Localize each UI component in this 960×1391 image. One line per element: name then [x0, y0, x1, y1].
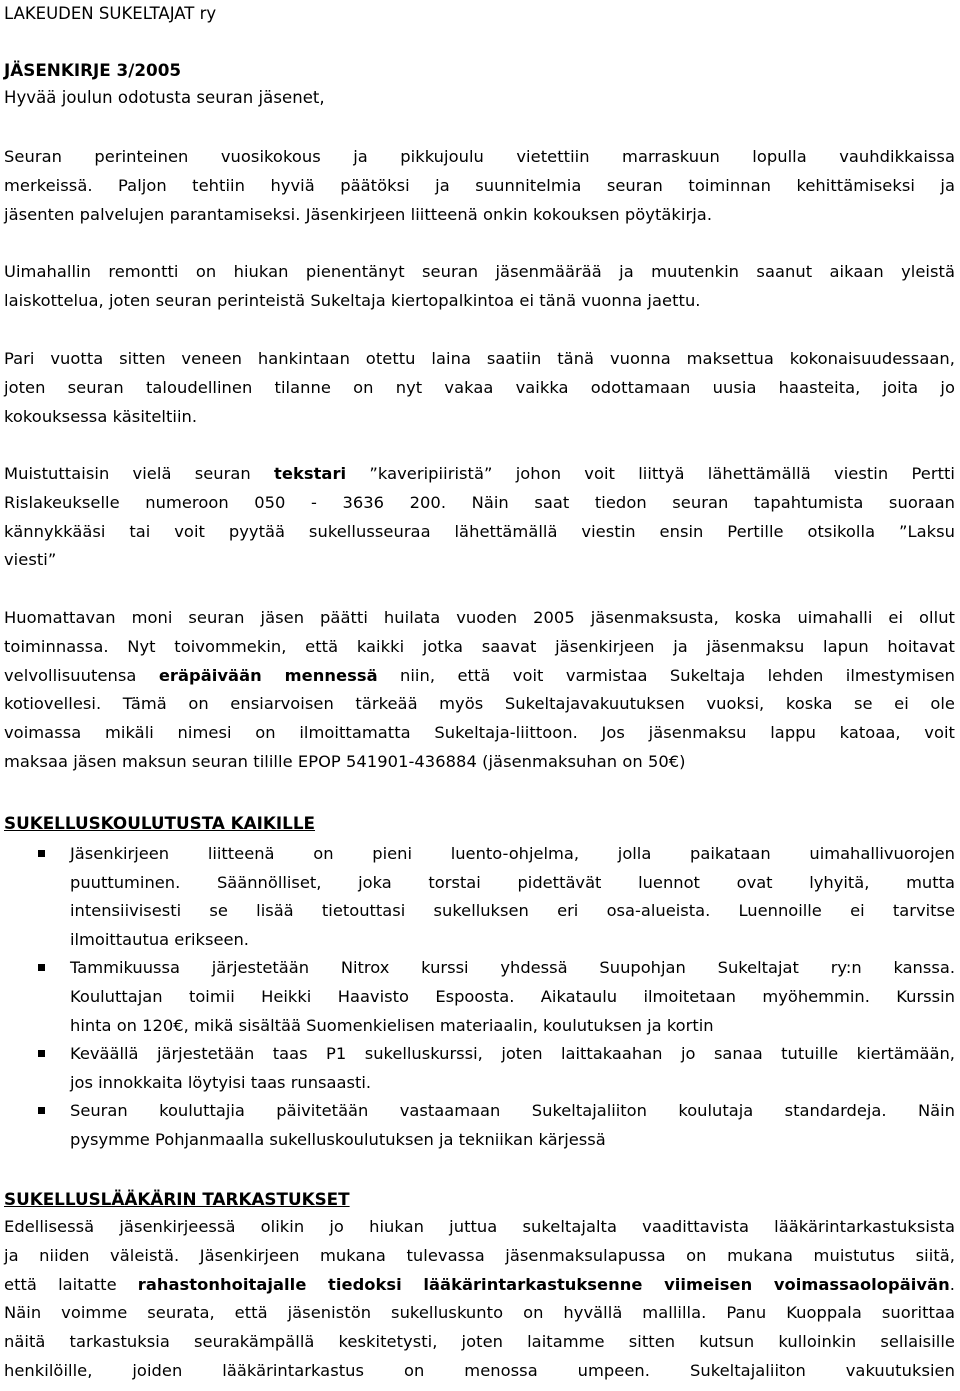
paragraph-finances: Pari vuotta sitten veneen hankintaan otettu laina saatiin tänä vuonna maksettua kokonaisuudessaan, joten seuran taloudellinen tilanne on nyt vakaa vaikka odottamaan uusia haasteita, joita jo kokouksessa käsiteltiin.: [4, 349, 955, 426]
bullet-square-icon: [38, 964, 45, 971]
list-item: Keväällä järjestetään taas P1 sukelluskurssi, joten laittakaahan jo sanaa tutuille kiertämään, jos innokkaita löytyisi taas runsaasti.: [4, 1040, 955, 1097]
training-bullet-list: [4, 840, 955, 1155]
list-item: Tammikuussa järjestetään Nitrox kurssi yhdessä Suupohjan Sukeltajat ry:n kanssa. Kouluttajan toimii Heikki Haavisto Espoosta. Aikataulu ilmoitetaan myöhemmin. Kurssin hinta on 120€, mikä sisältää Suomenkielisen materiaalin, koulutuksen ja kortin: [4, 954, 955, 1040]
list-item: Jäsenkirjeen liitteenä on pieni luento-ohjelma, jolla paikataan uimahallivuorojen puuttuminen. Säännölliset, joka torstai pidettävät luennot ovat lyhyitä, mutta intensiivisesti se lisää tietouttasi sukelluksen eri osa-alueista. Luennoille ei tarvitse ilmoittautua erikseen.: [4, 840, 955, 954]
section-heading-medical: SUKELLUSLÄÄKÄRIN TARKASTUKSET: [4, 1189, 350, 1209]
bullet-square-icon: [38, 1050, 45, 1057]
section-heading-training: SUKELLUSKOULUTUSTA KAIKILLE: [4, 813, 316, 833]
paragraph-annual-meeting: Seuran perinteinen vuosikokous ja pikkujoulu vietettiin marraskuun lopulla vauhdikkaissa merkeissä. Paljon tehtiin hyviä päätöksi ja suunnitelmia seuran toiminnan kehittämiseksi ja jäsenten palvelujen parantamiseksi. Jäsenkirjeen liitteenä onkin kokouksen pöytäkirja.: [4, 147, 955, 224]
paragraph-membership-fee: Huomattavan moni seuran jäsen päätti huilata vuoden 2005 jäsenmaksusta, koska uimahalli ei ollut toiminnassa. Nyt toivommekin, että kaikki jotka saavat jäsenkirjeen ja jäsenmaksu lapun hoitavat velvollisuutensa eräpäivään mennessä niin, että voit varmistaa Sukeltaja lehden ilmestymisen kotiovellesi. Tämä on ensiarvoisen tärkeää myös Sukeltajavakuutuksen vuoksi, koska se ei ole voimassa mikäli nimesi on ilmoittamatta Sukeltaja-liittoon. Jos jäsenmaksu lappu katoaa, voit maksaa jäsen maksun seuran tilille EPOP 541901-436884 (jäsenmaksuhan on 50€): [4, 608, 955, 771]
emphasis-due-date: eräpäivään mennessä: [158, 665, 378, 685]
organization-name: LAKEUDEN SUKELTAJAT ry: [4, 4, 217, 23]
paragraph-pool-renovation: Uimahallin remontti on hiukan pienentänyt seuran jäsenmäärää ja muutenkin saanut aikaan yleistä laiskottelua, joten seuran perinteistä Sukeltaja kiertopalkintoa ei tänä vuonna jaettu.: [4, 262, 955, 310]
paragraph-sms-group: Muistuttaisin vielä seuran tekstari ”kaveripiiristä” johon voit liittyä lähettämällä viestin Pertti Rislakeukselle numeroon 050 - 3636 200. Näin saat tiedon seuran tapahtumista suoraan kännykkääsi tai voit pyytää sukellusseuraa lähettämällä viestin ensin Pertille otsikolla ”Laksu viesti”: [4, 464, 956, 570]
emphasis-tekstari: tekstari: [274, 464, 347, 483]
paragraph-medical-checks: Edellisessä jäsenkirjeessä olikin jo hiukan juttua sukeltajalta vaadittavista lääkärintarkastuksista ja niiden väleistä. Jäsenkirjeen mukana tulevassa jäsenmaksulapussa on mukana muistutus siitä, että laitatte rahastonhoitajalle tiedoksi lääkärintarkastuksenne viimeisen voimassaolopäivän. Näin voimme seurata, että jäsenistön sukelluskunto on hyvällä mallilla. Panu Kuoppala suorittaa näitä tarkastuksia seurakämpällä keskitetysti, joten laitamme sitten kutsun kulloinkin sellaisille henkilöille, joiden lääkärintarkastus on menossa umpeen. Sukeltajaliiton vakuutuksien: [4, 1217, 955, 1380]
bullet-square-icon: [38, 850, 45, 857]
letter-title: JÄSENKIRJE 3/2005: [4, 60, 182, 80]
greeting: Hyvää joulun odotusta seuran jäsenet,: [4, 88, 325, 107]
list-item: Seuran kouluttajia päivitetään vastaamaan Sukeltajaliiton koulutaja standardeja. Näin pysymme Pohjanmaalla sukelluskoulutuksen ja tekniikan kärjessä: [4, 1097, 955, 1154]
emphasis-treasurer-note: rahastonhoitajalle tiedoksi lääkärintarkastuksenne viimeisen voimassaolopäivän: [137, 1274, 950, 1294]
bullet-square-icon: [38, 1107, 45, 1114]
